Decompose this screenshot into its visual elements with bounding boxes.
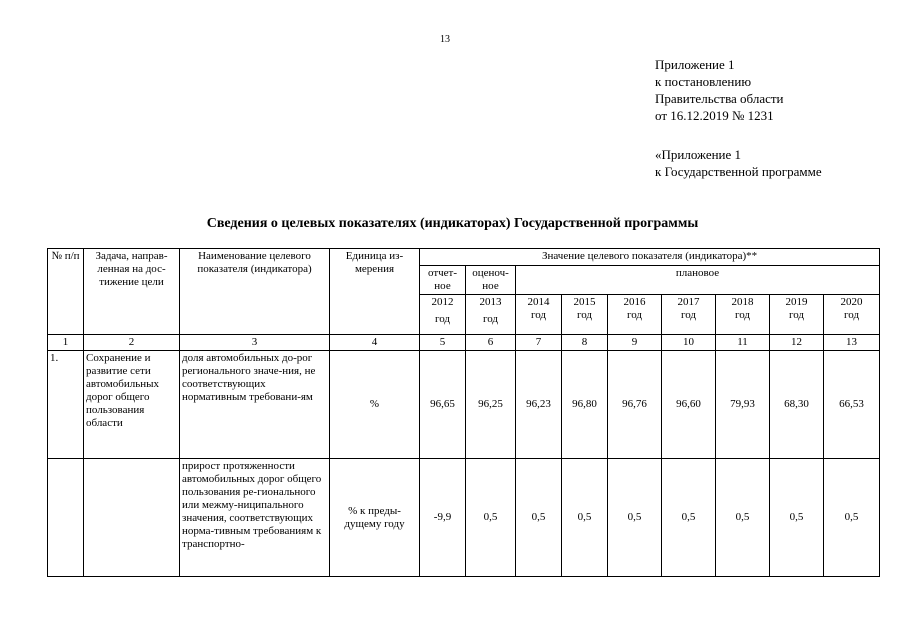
row-value: 96,60 bbox=[662, 351, 716, 459]
col-number: 3 bbox=[180, 335, 330, 351]
row-value: 0,5 bbox=[562, 459, 608, 577]
row-value: 96,23 bbox=[516, 351, 562, 459]
appendix-quote-line: к Государственной программе bbox=[655, 164, 822, 179]
row-value: 0,5 bbox=[466, 459, 516, 577]
year-2020: 2020 год bbox=[824, 295, 880, 335]
year-2012: 2012 год bbox=[420, 295, 466, 335]
year-2016: 2016 год bbox=[608, 295, 662, 335]
header-estimate: оценоч-ное bbox=[466, 266, 516, 295]
col-number: 7 bbox=[516, 335, 562, 351]
row-value: 0,5 bbox=[824, 459, 880, 577]
appendix-line: от 16.12.2019 № 1231 bbox=[655, 108, 774, 123]
col-number: 10 bbox=[662, 335, 716, 351]
row-value: 68,30 bbox=[770, 351, 824, 459]
indicators-table bbox=[47, 248, 880, 577]
header-indicator-name: Наименование целевого показателя (индикатора) bbox=[180, 249, 330, 335]
row-value: 79,93 bbox=[716, 351, 770, 459]
col-number: 6 bbox=[466, 335, 516, 351]
row-value: 96,76 bbox=[608, 351, 662, 459]
row-value: 0,5 bbox=[516, 459, 562, 577]
col-number: 9 bbox=[608, 335, 662, 351]
row-num bbox=[48, 459, 84, 577]
col-number: 8 bbox=[562, 335, 608, 351]
header-values: Значение целевого показателя (индикатора)** bbox=[420, 249, 880, 266]
col-number: 4 bbox=[330, 335, 420, 351]
document-title: Сведения о целевых показателях (индикаторах) Государственной программы bbox=[206, 216, 699, 231]
year-2019: 2019 год bbox=[770, 295, 824, 335]
row-value: 66,53 bbox=[824, 351, 880, 459]
appendix-line: к постановлению bbox=[655, 74, 752, 89]
appendix-quote-line: «Приложение 1 bbox=[655, 147, 742, 162]
table-row bbox=[48, 459, 880, 577]
col-number: 13 bbox=[824, 335, 880, 351]
header-planned: плановое bbox=[516, 266, 880, 295]
year-2014: 2014 год bbox=[516, 295, 562, 335]
year-2017: 2017 год bbox=[662, 295, 716, 335]
col-number: 12 bbox=[770, 335, 824, 351]
header-num: № п/п bbox=[48, 249, 84, 335]
year-2015: 2015 год bbox=[562, 295, 608, 335]
row-num: 1. bbox=[48, 351, 84, 459]
row-indicator-name: доля автомобильных до-рог регионального значе-ния, не соответствующих нормативным требовани-ям bbox=[180, 351, 330, 459]
appendix-line: Приложение 1 bbox=[655, 57, 735, 72]
col-number: 1 bbox=[48, 335, 84, 351]
row-value: 0,5 bbox=[770, 459, 824, 577]
row-value: 0,5 bbox=[662, 459, 716, 577]
row-value: -9,9 bbox=[420, 459, 466, 577]
table-row bbox=[48, 351, 880, 459]
row-task: Сохранение и развитие сети автомобильных дорог общего пользования области bbox=[84, 351, 180, 459]
row-indicator-name: прирост протяженности автомобильных дорог общего пользования ре-гионального или межму-ниципального значения, соответствующих норма-тивным требованиям к транспортно- bbox=[180, 459, 330, 577]
row-unit: % к преды-дущему году bbox=[330, 459, 420, 577]
year-2018: 2018 год bbox=[716, 295, 770, 335]
row-unit: % bbox=[330, 351, 420, 459]
appendix-quote bbox=[655, 146, 822, 180]
page-number: 13 bbox=[440, 34, 450, 45]
row-value: 96,25 bbox=[466, 351, 516, 459]
appendix-header bbox=[655, 56, 784, 124]
row-task bbox=[84, 459, 180, 577]
header-unit: Единица из-мерения bbox=[330, 249, 420, 335]
appendix-line: Правительства области bbox=[655, 91, 784, 106]
row-value: 96,65 bbox=[420, 351, 466, 459]
row-value: 0,5 bbox=[716, 459, 770, 577]
year-2013: 2013 год bbox=[466, 295, 516, 335]
header-task: Задача, направ-ленная на дос-тижение цели bbox=[84, 249, 180, 335]
col-number: 11 bbox=[716, 335, 770, 351]
col-number: 5 bbox=[420, 335, 466, 351]
row-value: 96,80 bbox=[562, 351, 608, 459]
header-report: отчет-ное bbox=[420, 266, 466, 295]
col-number: 2 bbox=[84, 335, 180, 351]
row-value: 0,5 bbox=[608, 459, 662, 577]
